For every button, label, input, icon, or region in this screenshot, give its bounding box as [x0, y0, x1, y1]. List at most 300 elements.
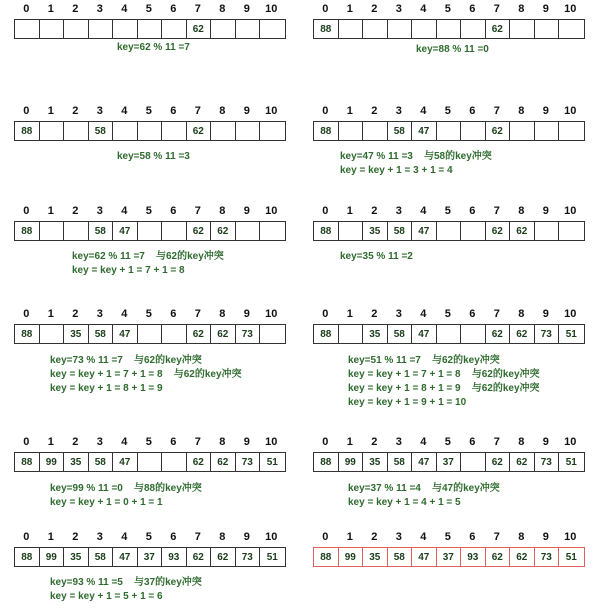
hash-slot: 62	[510, 548, 535, 566]
hash-slot	[510, 20, 535, 38]
hash-slot: 47	[412, 453, 437, 471]
slot-index: 10	[564, 308, 577, 320]
slot-index: 5	[444, 3, 451, 15]
hash-slot: 73	[535, 325, 560, 343]
slot-index: 10	[564, 436, 577, 448]
slot-index: 0	[322, 105, 329, 117]
slot-index: 9	[542, 3, 549, 15]
slot-index: 0	[23, 105, 30, 117]
hash-slot: 47	[113, 325, 138, 343]
slot-index: 1	[346, 3, 353, 15]
slot-index: 5	[145, 436, 152, 448]
slot-index: 6	[170, 105, 177, 117]
slot-index: 3	[395, 3, 402, 15]
hash-slot: 62	[211, 325, 236, 343]
hash-slot	[162, 325, 187, 343]
hash-slot: 88	[314, 325, 339, 343]
hash-table-row	[14, 221, 286, 241]
hash-slot	[437, 122, 462, 140]
slot-index: 2	[371, 105, 378, 117]
hash-slot: 93	[461, 548, 486, 566]
hash-slot	[260, 20, 285, 38]
hash-slot	[40, 222, 65, 240]
hash-slot: 58	[388, 122, 413, 140]
hash-slot: 73	[236, 325, 261, 343]
slot-index: 1	[47, 436, 54, 448]
hash-slot	[437, 222, 462, 240]
hash-table-row	[313, 121, 585, 141]
formula-note: key=99 % 11 =0 与88的key冲突	[50, 483, 202, 494]
hash-slot: 35	[363, 222, 388, 240]
slot-index: 0	[322, 3, 329, 15]
formula-note: key=58 % 11 =3	[117, 151, 190, 162]
hash-slot	[236, 122, 261, 140]
slot-index: 7	[194, 105, 201, 117]
hash-slot	[236, 222, 261, 240]
slot-index: 5	[444, 308, 451, 320]
slot-index: 10	[265, 531, 278, 543]
hash-slot: 62	[211, 548, 236, 566]
slot-index: 9	[243, 436, 250, 448]
index-row	[313, 204, 583, 218]
slot-index: 6	[469, 531, 476, 543]
slot-index: 0	[23, 436, 30, 448]
hash-slot: 99	[40, 548, 65, 566]
slot-index: 8	[219, 308, 226, 320]
hash-slot: 88	[15, 325, 40, 343]
slot-index: 6	[469, 436, 476, 448]
slot-index: 9	[243, 3, 250, 15]
index-row	[313, 307, 583, 321]
hash-slot: 51	[565, 456, 577, 468]
hash-slot: 37	[437, 453, 462, 471]
slot-index: 5	[145, 105, 152, 117]
hash-table-row	[14, 547, 286, 567]
slot-index: 3	[395, 436, 402, 448]
hash-slot	[138, 222, 163, 240]
slot-index: 1	[346, 531, 353, 543]
hash-slot: 47	[412, 548, 437, 566]
hash-slot	[559, 20, 584, 38]
formula-note: key = key + 1 = 7 + 1 = 8	[72, 265, 185, 276]
hash-slot: 58	[89, 325, 114, 343]
hash-slot	[412, 20, 437, 38]
hash-slot	[461, 222, 486, 240]
slot-index: 5	[444, 531, 451, 543]
formula-note: key=51 % 11 =7 与62的key冲突	[348, 355, 500, 366]
hash-slot	[162, 20, 187, 38]
slot-index: 4	[121, 205, 128, 217]
slot-index: 10	[265, 436, 278, 448]
hash-slot: 62	[211, 453, 236, 471]
hash-slot: 37	[138, 548, 163, 566]
hash-slot: 88	[314, 20, 339, 38]
slot-index: 5	[444, 105, 451, 117]
slot-index: 10	[564, 3, 577, 15]
hash-slot	[461, 453, 486, 471]
hash-slot	[211, 20, 236, 38]
formula-note: key = key + 1 = 7 + 1 = 8 与62的key冲突	[348, 369, 540, 380]
hash-slot	[162, 453, 187, 471]
hash-slot: 58	[89, 222, 114, 240]
slot-index: 1	[47, 105, 54, 117]
hash-slot	[388, 20, 413, 38]
slot-index: 4	[121, 3, 128, 15]
formula-note: key = key + 1 = 8 + 1 = 9	[50, 383, 163, 394]
hash-table-row	[313, 221, 585, 241]
slot-index: 0	[322, 436, 329, 448]
index-row	[14, 307, 284, 321]
hash-slot: 62	[486, 453, 511, 471]
slot-index: 8	[219, 436, 226, 448]
hash-slot	[363, 122, 388, 140]
hash-slot	[339, 20, 364, 38]
index-row	[14, 2, 284, 16]
hash-slot	[363, 20, 388, 38]
slot-index: 8	[219, 531, 226, 543]
formula-note: key=62 % 11 =7	[117, 42, 190, 53]
formula-note: key=37 % 11 =4 与47的key冲突	[348, 483, 500, 494]
formula-note: key = key + 1 = 8 + 1 = 9 与62的key冲突	[348, 383, 540, 394]
slot-index: 0	[322, 308, 329, 320]
hash-table-row	[14, 19, 286, 39]
slot-index: 9	[243, 308, 250, 320]
slot-index: 3	[96, 531, 103, 543]
slot-index: 1	[346, 105, 353, 117]
slot-index: 5	[145, 205, 152, 217]
slot-index: 8	[518, 436, 525, 448]
hash-slot: 58	[89, 122, 114, 140]
slot-index: 6	[170, 3, 177, 15]
hash-slot: 35	[64, 453, 89, 471]
slot-index: 8	[518, 205, 525, 217]
slot-index: 0	[322, 205, 329, 217]
hash-slot: 62	[510, 325, 535, 343]
slot-index: 9	[542, 531, 549, 543]
slot-index: 3	[96, 205, 103, 217]
hash-slot: 47	[412, 325, 437, 343]
slot-index: 5	[444, 205, 451, 217]
slot-index: 8	[518, 531, 525, 543]
hash-slot: 62	[187, 548, 212, 566]
slot-index: 1	[47, 531, 54, 543]
slot-index: 4	[420, 3, 427, 15]
slot-index: 4	[420, 308, 427, 320]
hash-slot: 88	[15, 122, 40, 140]
slot-index: 7	[493, 205, 500, 217]
slot-index: 7	[493, 436, 500, 448]
hash-slot	[510, 122, 535, 140]
slot-index: 6	[170, 308, 177, 320]
formula-note: key=88 % 11 =0	[416, 44, 489, 55]
slot-index: 2	[72, 436, 79, 448]
slot-index: 0	[23, 3, 30, 15]
formula-note: key = key + 1 = 7 + 1 = 8 与62的key冲突	[50, 369, 242, 380]
slot-index: 6	[170, 436, 177, 448]
formula-note: key = key + 1 = 3 + 1 = 4	[340, 165, 453, 176]
hash-slot	[162, 122, 187, 140]
hash-slot: 62	[486, 122, 511, 140]
slot-index: 2	[72, 531, 79, 543]
hash-slot: 62	[486, 20, 511, 38]
slot-index: 2	[371, 436, 378, 448]
slot-index: 7	[493, 308, 500, 320]
hash-slot	[461, 122, 486, 140]
hash-slot	[113, 122, 138, 140]
slot-index: 6	[170, 205, 177, 217]
hash-slot	[40, 122, 65, 140]
hash-slot: 58	[388, 325, 413, 343]
hash-slot: 99	[339, 548, 364, 566]
formula-note: key = key + 1 = 9 + 1 = 10	[348, 397, 467, 408]
slot-index: 6	[469, 205, 476, 217]
hash-slot: 62	[187, 325, 212, 343]
slot-index: 4	[121, 105, 128, 117]
hash-table-row	[313, 19, 585, 39]
slot-index: 7	[194, 531, 201, 543]
hash-slot: 73	[236, 453, 261, 471]
hash-slot	[113, 20, 138, 38]
slot-index: 10	[564, 531, 577, 543]
hash-slot: 58	[89, 453, 114, 471]
slot-index: 5	[145, 3, 152, 15]
hash-slot: 88	[314, 453, 339, 471]
slot-index: 3	[96, 3, 103, 15]
hash-slot	[64, 122, 89, 140]
slot-index: 3	[395, 531, 402, 543]
slot-index: 10	[265, 105, 278, 117]
slot-index: 10	[564, 105, 577, 117]
slot-index: 8	[518, 3, 525, 15]
index-row	[313, 435, 583, 449]
hash-slot	[260, 122, 285, 140]
slot-index: 2	[72, 205, 79, 217]
hash-slot: 47	[412, 222, 437, 240]
hash-slot	[138, 20, 163, 38]
hash-table-row	[313, 547, 585, 567]
hash-slot: 62	[187, 20, 212, 38]
slot-index: 3	[395, 205, 402, 217]
formula-note: key=47 % 11 =3 与58的key冲突	[340, 151, 492, 162]
hash-slot	[535, 122, 560, 140]
hash-slot: 35	[363, 453, 388, 471]
slot-index: 7	[194, 436, 201, 448]
slot-index: 5	[145, 531, 152, 543]
hash-table-row	[14, 452, 286, 472]
index-row	[14, 204, 284, 218]
hash-slot	[437, 20, 462, 38]
hash-slot: 47	[113, 548, 138, 566]
slot-index: 10	[265, 205, 278, 217]
hash-slot	[535, 222, 560, 240]
slot-index: 0	[23, 308, 30, 320]
hash-slot: 62	[211, 222, 236, 240]
index-row	[313, 530, 583, 544]
slot-index: 7	[194, 205, 201, 217]
slot-index: 8	[518, 308, 525, 320]
hash-slot: 62	[486, 325, 511, 343]
slot-index: 2	[371, 3, 378, 15]
formula-note: key=93 % 11 =5 与37的key冲突	[50, 577, 202, 588]
hash-slot: 35	[64, 548, 89, 566]
hash-slot	[138, 325, 163, 343]
slot-index: 9	[542, 436, 549, 448]
slot-index: 8	[219, 105, 226, 117]
hash-slot: 58	[388, 453, 413, 471]
slot-index: 7	[493, 105, 500, 117]
hash-slot	[64, 20, 89, 38]
slot-index: 7	[493, 3, 500, 15]
slot-index: 3	[96, 308, 103, 320]
formula-note: key = key + 1 = 0 + 1 = 1	[50, 497, 163, 508]
formula-note: key = key + 1 = 4 + 1 = 5	[348, 497, 461, 508]
slot-index: 6	[469, 308, 476, 320]
slot-index: 1	[346, 205, 353, 217]
slot-index: 6	[469, 105, 476, 117]
hash-slot: 47	[412, 122, 437, 140]
index-row	[14, 530, 284, 544]
hash-slot: 88	[15, 548, 40, 566]
slot-index: 7	[493, 531, 500, 543]
hash-slot: 62	[187, 453, 212, 471]
slot-index: 4	[420, 205, 427, 217]
hash-slot: 51	[565, 551, 577, 563]
formula-note: key=73 % 11 =7 与62的key冲突	[50, 355, 202, 366]
slot-index: 10	[265, 3, 278, 15]
hash-slot	[461, 20, 486, 38]
slot-index: 1	[346, 436, 353, 448]
slot-index: 8	[219, 205, 226, 217]
slot-index: 3	[395, 308, 402, 320]
slot-index: 1	[47, 308, 54, 320]
hash-table-row	[14, 324, 286, 344]
hash-table-row	[14, 121, 286, 141]
formula-note: key = key + 1 = 5 + 1 = 6	[50, 591, 163, 602]
slot-index: 5	[145, 308, 152, 320]
slot-index: 9	[243, 205, 250, 217]
hash-slot: 47	[113, 222, 138, 240]
slot-index: 7	[194, 3, 201, 15]
slot-index: 10	[564, 205, 577, 217]
index-row	[14, 104, 284, 118]
hash-slot: 62	[187, 122, 212, 140]
slot-index: 1	[47, 3, 54, 15]
slot-index: 2	[371, 205, 378, 217]
slot-index: 2	[371, 531, 378, 543]
hash-slot	[339, 222, 364, 240]
slot-index: 0	[322, 531, 329, 543]
hash-table-row	[313, 452, 585, 472]
hash-slot: 62	[486, 222, 511, 240]
slot-index: 3	[96, 105, 103, 117]
hash-slot: 99	[40, 453, 65, 471]
hash-slot	[461, 325, 486, 343]
slot-index: 2	[72, 308, 79, 320]
hash-slot	[339, 325, 364, 343]
hash-slot: 35	[363, 325, 388, 343]
hash-slot: 62	[510, 222, 535, 240]
slot-index: 0	[23, 205, 30, 217]
hash-slot: 88	[15, 222, 40, 240]
hash-slot: 88	[314, 122, 339, 140]
hash-slot: 35	[363, 548, 388, 566]
hash-slot: 37	[437, 548, 462, 566]
hash-slot	[535, 20, 560, 38]
hash-slot: 58	[388, 222, 413, 240]
slot-index: 4	[121, 436, 128, 448]
slot-index: 8	[219, 3, 226, 15]
formula-note: key=62 % 11 =7 与62的key冲突	[72, 251, 224, 262]
slot-index: 2	[371, 308, 378, 320]
slot-index: 3	[96, 436, 103, 448]
hash-slot	[339, 122, 364, 140]
slot-index: 1	[47, 205, 54, 217]
hash-slot	[40, 20, 65, 38]
hash-slot: 62	[187, 222, 212, 240]
slot-index: 3	[395, 105, 402, 117]
hash-slot: 88	[314, 222, 339, 240]
hash-slot: 62	[510, 453, 535, 471]
hash-slot: 47	[113, 453, 138, 471]
hash-slot	[559, 122, 584, 140]
hash-table-row	[313, 324, 585, 344]
formula-note: key=35 % 11 =2	[340, 251, 413, 262]
slot-index: 10	[265, 308, 278, 320]
slot-index: 5	[444, 436, 451, 448]
slot-index: 9	[243, 531, 250, 543]
index-row	[313, 104, 583, 118]
hash-slot	[260, 325, 285, 343]
slot-index: 9	[542, 308, 549, 320]
slot-index: 9	[243, 105, 250, 117]
hash-slot	[162, 222, 187, 240]
hash-slot	[138, 122, 163, 140]
hash-slot: 99	[339, 453, 364, 471]
hash-slot	[138, 453, 163, 471]
hash-slot: 73	[236, 548, 261, 566]
hash-slot: 51	[565, 328, 577, 340]
hash-slot: 58	[89, 548, 114, 566]
hash-slot: 73	[535, 453, 560, 471]
hash-slot	[236, 20, 261, 38]
slot-index: 9	[542, 205, 549, 217]
hash-slot: 51	[266, 456, 278, 468]
slot-index: 4	[121, 531, 128, 543]
hash-slot: 51	[266, 551, 278, 563]
hash-slot	[260, 222, 285, 240]
hash-slot	[40, 325, 65, 343]
hash-slot	[559, 222, 584, 240]
slot-index: 4	[121, 308, 128, 320]
hash-slot: 35	[64, 325, 89, 343]
index-row	[14, 435, 284, 449]
slot-index: 4	[420, 531, 427, 543]
hash-slot: 93	[162, 548, 187, 566]
slot-index: 1	[346, 308, 353, 320]
slot-index: 6	[469, 3, 476, 15]
hash-slot	[211, 122, 236, 140]
slot-index: 0	[23, 531, 30, 543]
hash-slot: 88	[15, 453, 40, 471]
slot-index: 7	[194, 308, 201, 320]
index-row	[313, 2, 583, 16]
hash-slot: 88	[314, 548, 339, 566]
slot-index: 4	[420, 105, 427, 117]
slot-index: 8	[518, 105, 525, 117]
slot-index: 6	[170, 531, 177, 543]
hash-slot: 58	[388, 548, 413, 566]
hash-slot	[64, 222, 89, 240]
